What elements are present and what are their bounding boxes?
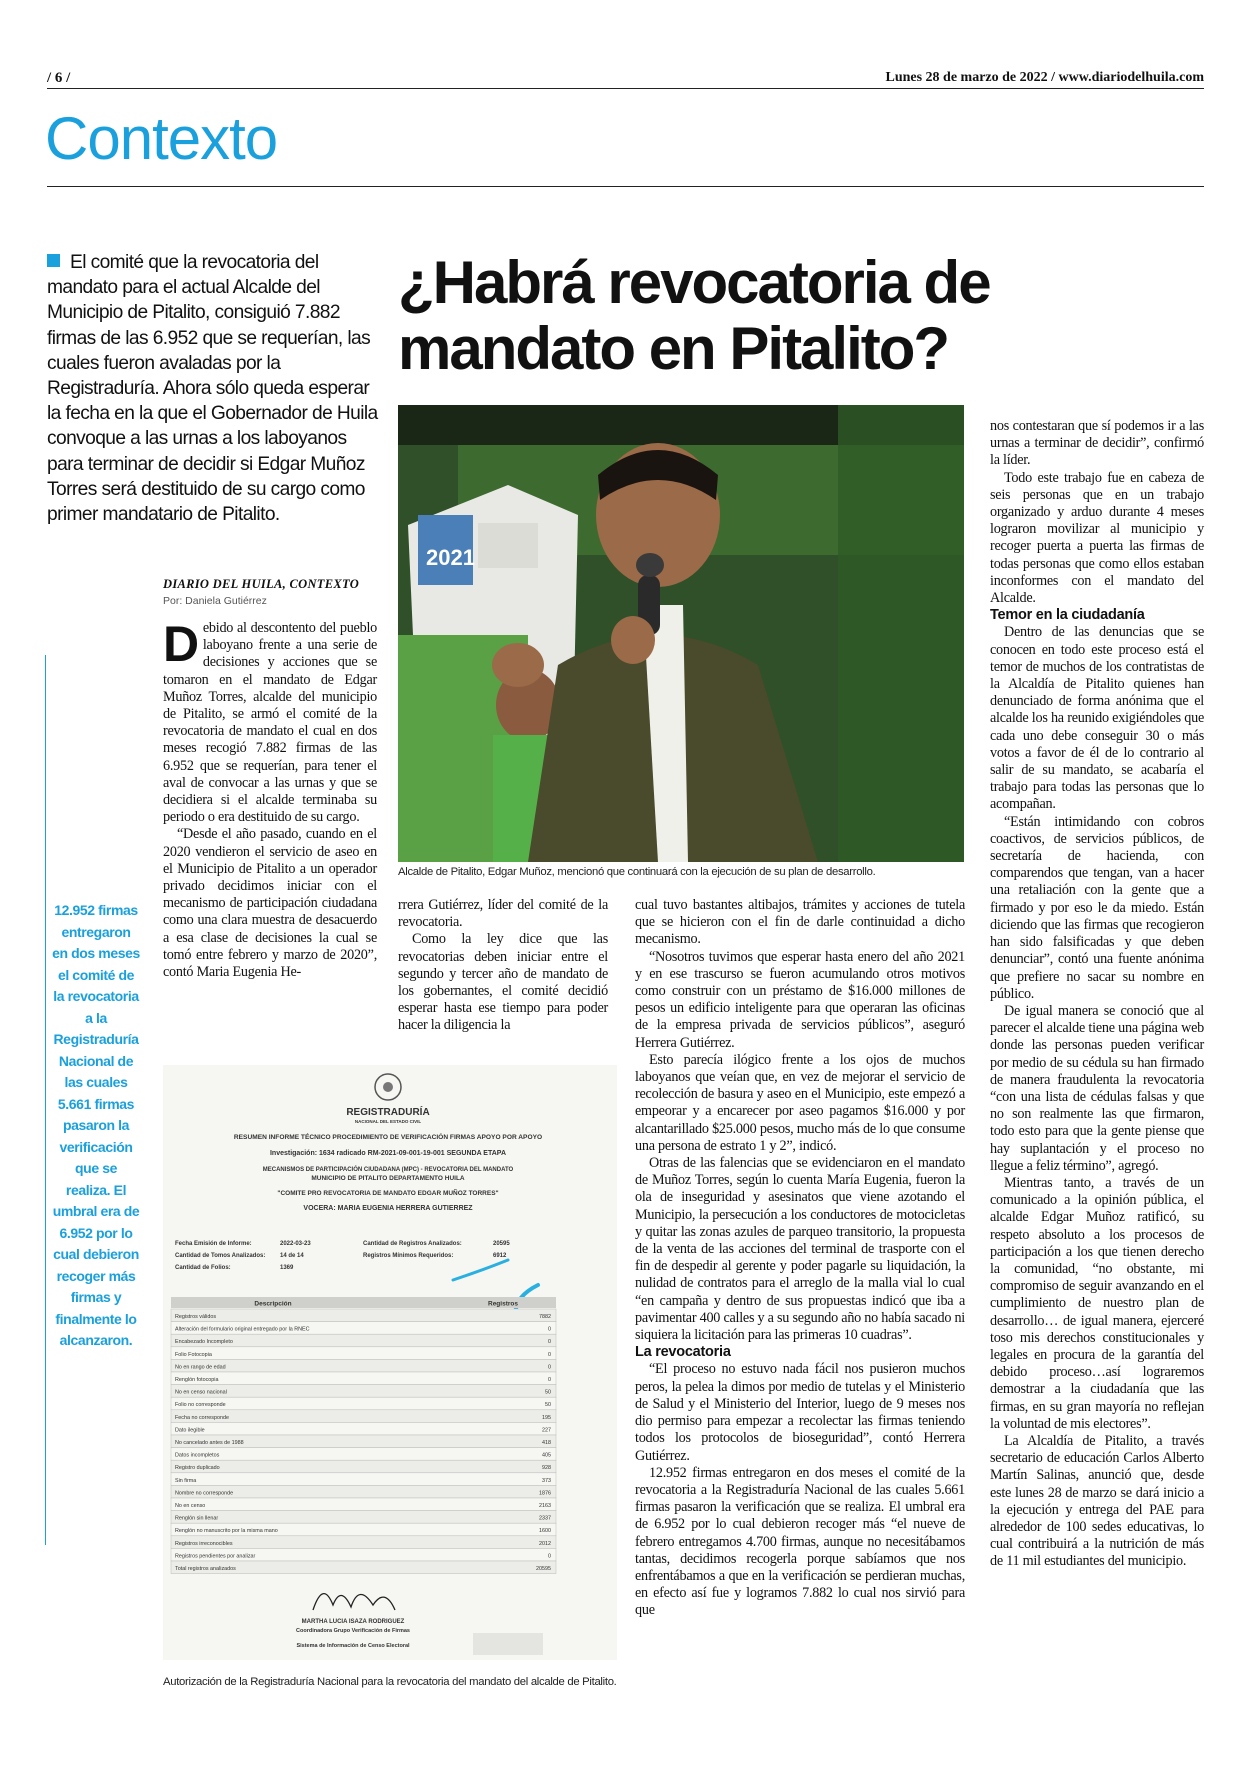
doc-meta-label: Cantidad de Tomos Analizados:: [175, 1253, 266, 1259]
doc-row-label: No cancelado antes de 1988: [175, 1440, 244, 1446]
subhead-temor: Temor en la ciudadanía: [990, 607, 1145, 624]
doc-table-row: [171, 1498, 556, 1511]
article-paragraph: 12.952 firmas entregaron en dos meses el comité de la revocatoria a la Registraduría Nacional de las cuales 5.661 firmas pasaron la verificación que se realiza. El umbral era de 6.952 por lo cual debieron recoger más “el nueve de febrero entregamos 4.700 firmas, aunque no necesitábamos tantas, decidimos recogerla porque sabíamos que nos enfrentábamos a que en la verificación se perdieran muchas, en efecto así fue y logramos 7.882 lo cual nos sirvió para que: [635, 1464, 965, 1619]
article-paragraph: Mientras tanto, a través de un comunicado a la opinión pública, el alcalde Edgar Muñoz ratificó, su respeto absoluto a los procesos de participación a los que tienen derecho la comunidad, “no obstante, mi compromiso de seguir avanzando en el cumplimiento de nuestro plan de desarrollo… de igual manera, ejerceré toso mis derechos constitucionales y legales en procura de la garantía del debido proceso…así lograremos demostrar a la ciudadanía que las firmas, en su gran mayoría no reflejan la voluntad de mis electores”.: [990, 1174, 1204, 1432]
article-column-3: [635, 897, 965, 1620]
doc-table-header-desc: Descripción: [254, 1300, 292, 1308]
article-paragraph: “Nosotros tuvimos que esperar hasta enero del año 2021 y en ese trascurso se fueron acumulando otros motivos como construir con un préstamo de $16.000 millones de pesos un edificio inteligente para que operaran las oficinas de la empresa privada de servicios públicos”, aseguró Herrera Gutiérrez.: [635, 948, 965, 1051]
doc-row-value: 0: [548, 1339, 551, 1346]
doc-meta-value: 2022-03-23: [280, 1241, 311, 1247]
article-paragraph: Dentro de las denuncias que se conocen en todo este proceso está el temor de muchos de los contratistas de la Alcaldía de Pitalito quienes han denunciado de forma anónima que el alcalde los ha reunido exigiéndoles que cada uno debe conseguir 30 o más votos a favor de él de lo contrario al salir de su mandato, se acabaría el trabajo para todas las personas que lo acompañan.: [990, 624, 1204, 813]
article-column-4: [990, 418, 1204, 1571]
doc-row-label: Dato ilegible: [175, 1427, 205, 1434]
doc-signer-role: Coordinadora Grupo Verificación de Firmas: [296, 1628, 410, 1634]
doc-table-row: [171, 1397, 556, 1410]
doc-row-value: 7882: [539, 1314, 551, 1320]
doc-footer: Sistema de Información de Censo Electoral: [296, 1643, 410, 1649]
doc-row-value: 1600: [539, 1528, 551, 1535]
doc-title: RESUMEN INFORME TÉCNICO PROCEDIMIENTO DE VERIFICACIÓN FIRMAS APOYO POR APOYO: [233, 1134, 543, 1141]
doc-table-row: [171, 1309, 556, 1322]
doc-row-label: No en censo nacional: [175, 1389, 227, 1396]
doc-org: REGISTRADURÍA: [346, 1107, 430, 1118]
doc-row-value: 195: [542, 1414, 551, 1421]
doc-row-label: Nombre no corresponde: [175, 1490, 234, 1497]
doc-meta-label: Fecha Emisión de Informe:: [175, 1241, 252, 1247]
doc-row-value: 2337: [539, 1515, 551, 1522]
doc-municipality: MUNICIPIO DE PITALITO DEPARTAMENTO HUILA: [311, 1175, 465, 1182]
article-paragraph: Como la ley dice que las revocatorias deben iniciar entre el segundo y tercer año de mandato de los gobernantes, el comité decidió esperar hasta ese tiempo para poder hacer la diligencia la: [398, 931, 608, 1034]
page-number: / 6 /: [47, 70, 71, 86]
banner-year-text: 2021: [426, 545, 475, 570]
doc-meta-label: Cantidad de Folios:: [175, 1265, 231, 1271]
headline: ¿Habrá revocatoria de mandato en Pitalito?: [398, 249, 990, 382]
doc-row-label: Fecha no corresponde: [175, 1414, 229, 1421]
doc-row-value: 50: [545, 1389, 551, 1396]
doc-table-row: [171, 1359, 556, 1372]
photo-caption: Alcalde de Pitalito, Edgar Muñoz, mencionó que continuará con la ejecución de su plan de desarrollo.: [398, 866, 876, 878]
article-paragraph: Todo este trabajo fue en cabeza de seis personas que en un trabajo organizado y arduo durante 4 meses lograron movilizar al municipio y recoger puerta a puerta las firmas de todas personas que como ellos estaban inconformes con el mandato del Alcalde.: [990, 469, 1204, 607]
lead-paragraph: [47, 250, 382, 527]
document-caption: Autorización de la Registraduría Nacional para la revocatoria del mandato del alcalde de Pitalito.: [163, 1676, 617, 1688]
doc-table-row: [171, 1347, 556, 1360]
mayor-photo: [398, 405, 964, 862]
doc-table-row: [171, 1460, 556, 1473]
doc-row-value: 227: [542, 1427, 551, 1434]
article-paragraph: De igual manera se conoció que al parecer el alcalde tiene una página web donde las personas pueden verificar por medio de su cédula su han firmado de manera fraudulenta la revocatoria “con una lista de cédulas falsas y que no son realmente las que firmaron, todo esto para que la gente piense que hay suplantación y el proceso no llegue a feliz término”, agregó.: [990, 1002, 1204, 1174]
doc-row-value: 2163: [539, 1503, 551, 1509]
byline-source: DIARIO DEL HUILA, CONTEXTO: [163, 577, 360, 591]
article-paragraph: “Están intimidando con cobros coactivos, de servicios públicos, de secretaría de hacienda, con comparendos que tengan, van a hacer una retaliación con la gente que a firmado y por eso le da miedo. Están diciendo que las firmas que recogieron han sido falsificadas y que deben denunciar”, contó una fuente anónima que prefiere no sacar su nombre en público.: [990, 813, 1204, 1002]
article-paragraph: rrera Gutiérrez, líder del comité de la revocatoria.: [398, 897, 608, 931]
doc-row-label: Folio no corresponde: [175, 1402, 226, 1409]
doc-mechanism: MECANISMOS DE PARTICIPACIÓN CIUDADANA (MPC) - REVOCATORIA DEL MANDATO: [262, 1167, 514, 1173]
registraduria-document: [163, 1065, 617, 1660]
doc-row-label: Sin firma: [175, 1477, 197, 1484]
doc-meta-value: 1369: [280, 1265, 294, 1271]
drop-cap: D: [163, 616, 199, 672]
doc-row-value: 418: [542, 1440, 551, 1446]
doc-table-header-reg: Registros: [488, 1300, 518, 1308]
article-column-1: [163, 616, 377, 981]
doc-table-row: [171, 1448, 556, 1461]
doc-row-value: 2012: [539, 1540, 551, 1547]
doc-row-label: Renglón no manuscrito por la misma mano: [175, 1528, 278, 1535]
doc-row-label: Registro duplicado: [175, 1465, 220, 1472]
doc-row-label: Registros pendientes por analizar: [175, 1553, 256, 1560]
lead-text: El comité que la revocatoria del mandato para el actual Alcalde del Municipio de Pitalito, consiguió 7.882 firmas de las 6.952 que se requerían, las cuales fueron avaladas por la Registraduría. Ahora sólo queda esperar la fecha en la que el Gobernador de Huila convoque a las urnas a los laboyanos para terminar de decidir si Edgar Muñoz Torres será destituido de su cargo como primer mandatario de Pitalito.: [47, 252, 378, 526]
article-column-2: [398, 897, 608, 1035]
doc-row-label: Datos incompletos: [175, 1452, 220, 1459]
article-paragraph: “Desde el año pasado, cuando en el 2020 vendieron el servicio de aseo en el Municipio de Pitalito a un operador privado decidimos iniciar con el mecanismo de participación ciudadana como una clara muestra de desacuerdo a esa clase de decisiones la cual se tomó entre febrero y marzo de 2020”, contó Maria Eugenia He-: [163, 826, 377, 981]
doc-meta-value: 20595: [493, 1241, 510, 1247]
doc-committee: "COMITE PRO REVOCATORIA DE MANDATO EDGAR MUÑOZ TORRES": [277, 1190, 499, 1197]
doc-row-value: 20595: [536, 1566, 551, 1572]
article-paragraph: cual tuvo bastantes altibajos, trámites y acciones de tutela que se hicieron con el fin de darle continuidad a dicho mecanismo.: [635, 897, 965, 948]
section-title: Contexto: [45, 105, 278, 172]
doc-meta-value: 14 de 14: [280, 1253, 304, 1259]
dateline: Lunes 28 de marzo de 2022 / www.diariodelhuila.com: [885, 70, 1204, 85]
doc-table-row: [171, 1511, 556, 1524]
doc-meta-label: Registros Mínimos Requeridos:: [363, 1253, 454, 1259]
subhead-revocatoria: La revocatoria: [635, 1344, 731, 1361]
article-paragraph: nos contestaran que sí podemos ir a las urnas a terminar de decidir”, confirmó la líder.: [990, 418, 1204, 469]
section-rule: [47, 186, 1204, 187]
top-rule: [47, 88, 1204, 89]
doc-table-row: [171, 1473, 556, 1486]
doc-investigation: Investigación: 1634 radicado RM-2021-09-001-19-001 SEGUNDA ETAPA: [269, 1150, 507, 1157]
article-paragraph: La Alcaldía de Pitalito, a través secretario de educación Carlos Alberto Martín Salinas, anunció que, desde este lunes 28 de marzo se dará inicio a la ejecución y entrega del PAE para alrededor de 100 sedes educativas, lo cual contribuirá a la nutrición de más de 11 mil estudiantes del municipio.: [990, 1432, 1204, 1570]
doc-table-row: [171, 1422, 556, 1435]
doc-row-label: Renglón fotocopia: [175, 1377, 219, 1383]
sidebar-rule: [45, 655, 46, 1545]
doc-row-value: 0: [548, 1364, 551, 1371]
article-paragraph: Debido al descontento del pueblo laboyano frente a una serie de decisiones y acciones que se tomaron en el mandato de Edgar Muñoz Torres, alcalde del municipio de Pitalito, se armó el comité de la revocatoria de mandato el cual en dos meses recogió 7.882 firmas de las 6.952 que se requerían, para tener el aval de convocar a las urnas y que se decidiera si el alcalde terminaba su periodo o era destituido de su cargo.: [163, 616, 377, 826]
doc-row-label: No en rango de edad: [175, 1364, 226, 1371]
doc-signer: MARTHA LUCIA ISAZA RODRIGUEZ: [301, 1619, 405, 1625]
doc-row-value: 373: [542, 1477, 551, 1484]
bullet-square-icon: [47, 254, 60, 267]
doc-org-sub: NACIONAL DEL ESTADO CIVIL: [354, 1119, 422, 1124]
article-paragraph: “El proceso no estuvo nada fácil nos pusieron muchos peros, la pelea la dimos por medio de tutelas y el Ministerio de Salud y el Ministerio del Interior, luego de 9 meses nos dio permiso para empezar a recolectar las firmas teniendo todos los protocolos de bioseguridad”, contó Herrera Gutiérrez.: [635, 1361, 965, 1464]
doc-row-value: 928: [542, 1465, 551, 1472]
doc-row-value: 0: [548, 1553, 551, 1560]
doc-row-label: Encabezado Incompleto: [175, 1339, 233, 1346]
doc-row-value: 0: [548, 1326, 551, 1333]
doc-row-label: No en censo: [175, 1503, 206, 1509]
doc-row-value: 0: [548, 1351, 551, 1358]
doc-row-value: 405: [542, 1452, 551, 1459]
doc-table-row: [171, 1372, 556, 1385]
pull-quote: 12.952 firmas entregaron en dos meses el comité de la revocatoria a la Registraduría Nacional de las cuales 5.661 firmas pasaron la verificación que se realiza. El umbral era de 6.952 por lo cual debieron recoger más firmas y finalmente lo alcanzaron.: [52, 902, 140, 1348]
doc-row-label: Registros válidos: [175, 1314, 217, 1320]
doc-vocera: VOCERA: MARIA EUGENIA HERRERA GUTIERREZ: [303, 1205, 473, 1212]
doc-row-value: 1876: [539, 1490, 551, 1497]
byline-author: Por: Daniela Gutiérrez: [163, 595, 267, 607]
doc-row-value: 0: [548, 1377, 551, 1383]
doc-table-row: [171, 1385, 556, 1398]
doc-row-label: Renglón sin llenar: [175, 1515, 219, 1522]
doc-row-label: Registros irreconocibles: [175, 1540, 233, 1547]
article-paragraph: Esto parecía ilógico frente a los ojos de muchos laboyanos que veían que, en vez de mejorar el servicio de recolección de basura y aseo en el Municipio, este empezó a empeorar y a encarecer por aseo pagamos $16.000 y por alcantarillado $25.000 pesos, mucho más de lo que consume una persona de estrato 1 y 2”, indicó.: [635, 1051, 965, 1154]
doc-meta-value: 6912: [493, 1253, 507, 1259]
doc-row-label: Folio Fotocopia: [175, 1351, 212, 1358]
doc-meta-label: Cantidad de Registros Analizados:: [363, 1241, 462, 1247]
doc-row-value: 50: [545, 1402, 551, 1409]
doc-row-label: Total registros analizados: [175, 1566, 236, 1572]
doc-row-label: Alteración del formulario original entregado por la RNEC: [175, 1326, 310, 1333]
article-paragraph: Otras de las falencias que se evidenciaron en el mandato de Muñoz Torres, según lo cuenta María Eugenia, fueron la ola de inseguridad y asesinatos que viene azotando el Municipio, la persecución a los conductores de motocicletas y quitar las zonas azules de parqueo transitorio, la propuesta de la venta de las acciones del terminal de trasporte con el fin de despedir al gerente y poder pagarle su liquidación, la nulidad de contratos para el arreglo de la malla vial lo cual “en campaña y dentro de sus propuestas indicó que iba a pavimentar 400 calles y a su segundo año no había sacado ni siquiera la licitación para las primeras 10 cuadras”.: [635, 1155, 965, 1344]
